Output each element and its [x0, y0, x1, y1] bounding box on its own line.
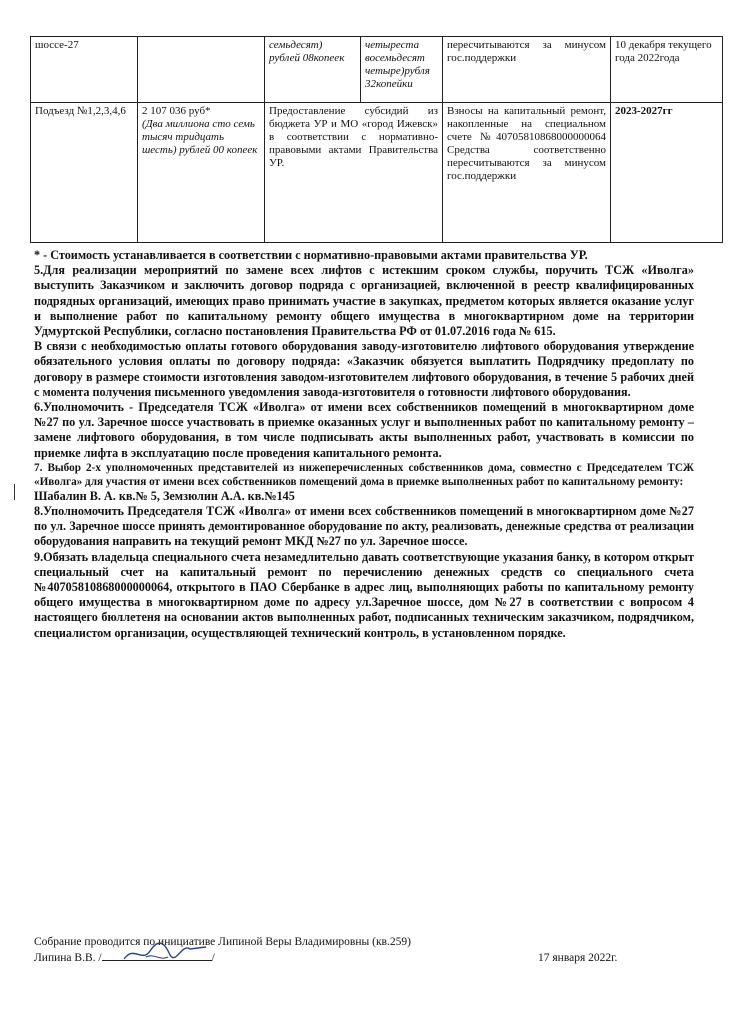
table-row — [31, 37, 723, 103]
cell-source: пересчитываются за минусом гос.поддержки — [443, 37, 611, 103]
signature-slash: / — [211, 952, 215, 964]
table-row — [31, 103, 723, 243]
cell-source: Взносы на капитальный ремонт, накопленные на специальном счете №40705810868000000064 Средства соответственно пересчитываются за минусом гос.поддержки — [443, 103, 611, 243]
cell-period: 10 декабря текущего года 2022года — [611, 37, 723, 103]
paragraph-7b: Шабалин В. А. кв.№ 5, Земзюлин А.А. кв.№145 — [34, 488, 295, 503]
cell-amount-2: четыреста восемьдесят четыре)рубля 32копейки — [361, 37, 443, 103]
handwritten-signature — [120, 937, 210, 967]
paragraph-6: 6.Уполномочить - Председателя ТСЖ «Иволга» от имени всех собственников помещений в многоквартирном доме №27 по ул. Заречное шоссе участвовать в приемке оказанных услуг и выполненных работ по капитальному ремонту – замене лифтового оборудования, в том числе подписывать акты выполненных работ, участвовать в комиссии по приемке лифта в эксплуатацию после проведения капитального ремонта. — [34, 400, 694, 460]
margin-mark — [14, 484, 15, 500]
body-text — [34, 248, 694, 641]
cell-address: Подъезд №1,2,3,4,6 — [31, 103, 138, 243]
paragraph-9: 9.Обязать владельца специального счета незамедлительно давать соответствующие указания банку, в котором открыт специальный счет на капитальный ремонт по перечислению денежных средств со специального счета №40705810868000000064, открытого в ПАО Сбербанке в адрес лиц, выполняющих работы по капитальному ремонту общего имущества в многоквартирном доме по адресу ул.Заречное шоссе, дом №27 в соответствии с вопросом 4 настоящего бюллетеня на основании актов выполненных работ, подписанных техническим заказчиком, подрядчиком, специалистом организации, осуществляющей технический контроль, в установленном порядке. — [34, 549, 694, 640]
cell-subsidy: Предоставление субсидий из бюджета УР и МО «город Ижевск» в соответствии с нормативно-правовыми актами Правительства УР. — [265, 103, 443, 243]
paragraph-5b: В связи с необходимостью оплаты готового оборудования заводу-изготовителю лифтового оборудования утверждение обязательного условия оплаты по договору подряда: «Заказчик обязуется выплатить Подрядчику предоплату по договору в размере стоимости изготовления заводом-изготовителем лифтового оборудования, в течение 5 рабочих дней с момента получения письменного уведомления завода-изготовителя о готовности лифтового оборудования. — [34, 339, 694, 399]
works-table — [30, 36, 723, 243]
document-date: 17 января 2022г. — [538, 952, 618, 964]
cell-amount: семьдесят) рублей 08копеек — [265, 37, 361, 103]
cell-address: шоссе-27 — [31, 37, 138, 103]
initiative-line: Собрание проводится по инициативе Липиной Веры Владимировны (кв.259) — [34, 936, 411, 948]
amount-value: 2 107 036 руб* — [142, 105, 211, 117]
paragraph-7: 7. Выбор 2-х уполномоченных представителей из нижеперечисленных собственников дома, совместно с Председателем ТСЖ «Иволга» для участия от имени всех собственников помещений дома в приемке выполненных работ по капитальному ремонту: — [34, 461, 694, 488]
signer-name: Липина В.В. / — [34, 952, 102, 964]
note-paragraph: * - Стоимость устанавливается в соответствии с нормативно-правовыми актами правительства УР. — [34, 248, 588, 262]
paragraph-5: 5.Для реализации мероприятий по замене всех лифтов с истекшим сроком службы, поручить ТСЖ «Иволга» выступить Заказчиком и заключить договор подряда с организацией, включенной в реестр квалифицированных подрядных организаций, имеющих право принимать участие в закупках, предметом которых является оказание услуг и выполнение работ по капитальному ремонту общего имущества в многоквартирном доме на территории Удмуртской Республики, согласно постановления Правительства РФ от 01.07.2016 года № 615. — [34, 263, 694, 339]
amount-words: (Два миллиона сто семь тысяч тридцать шесть) рублей 00 копеек — [142, 118, 258, 156]
cell-period: 2023-2027гг — [611, 103, 723, 243]
paragraph-8: 8.Уполномочить Председателя ТСЖ «Иволга» от имени всех собственников помещений в многоквартирном доме №27 по ул. Заречное шоссе принять демонтированное оборудование по акту, реализовать, денежные средства от реализации оборудования направить на текущий ремонт МКД №27 по ул. Заречное шоссе. — [34, 504, 694, 549]
